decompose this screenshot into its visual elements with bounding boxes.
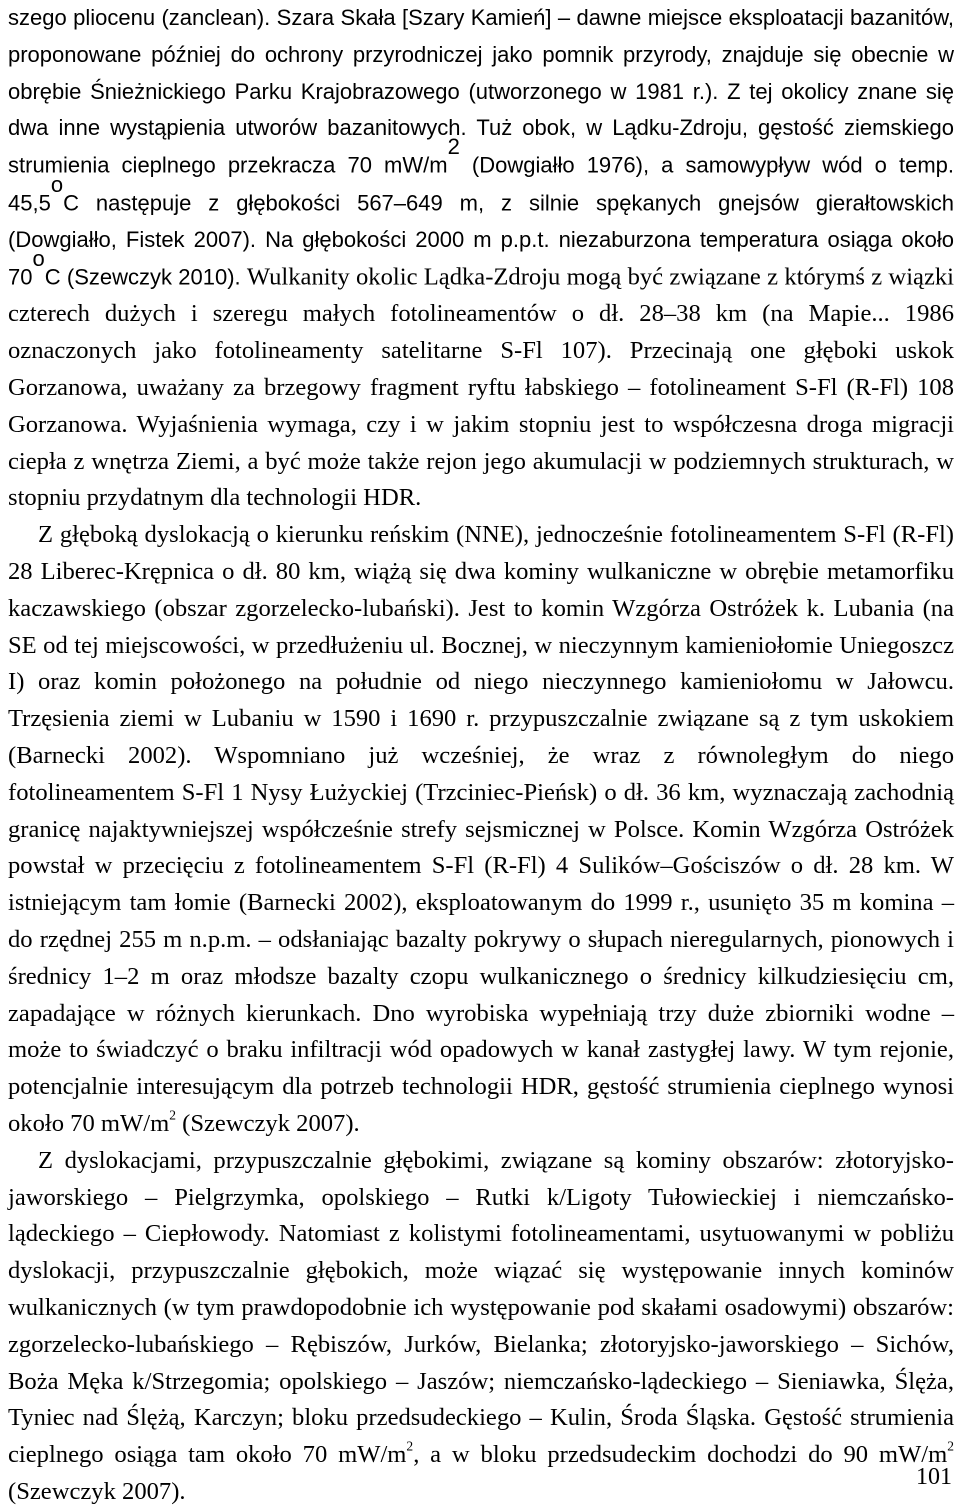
text-segment: (Dowgiałło 1976), a samowypływ wód o temp. 45,5 xyxy=(8,152,954,216)
superscript: 2 xyxy=(169,1107,176,1123)
superscript: o xyxy=(32,245,45,271)
page-number: 101 xyxy=(916,1464,952,1490)
superscript: 2 xyxy=(947,1438,954,1454)
text-segment: (Szewczyk 2007). xyxy=(175,1109,360,1137)
text-segment: szego pliocenu (zanclean). Szara Skała [Szary Kamień] – dawne miejsce eksploatacji bazanitów, proponowane później do ochrony przyrodniczej jako pomnik przyrody, znajduje się obecnie w obrębie Śnieżnickiego Parku Krajobrazowego (utworzonego w 1981 r.). Z tej okolicy znane się dwa inne wystąpienia utworów bazanitowych. Tuż obok, w Lądku-Zdroju, gęstość ziemskiego strumienia cieplnego przekracza 70 mW/m xyxy=(8,5,954,178)
superscript: 2 xyxy=(406,1438,414,1454)
text-segment: , a w bloku przedsudeckim dochodzi do 90 mW/m xyxy=(413,1441,948,1469)
text-segment: C (Szewczyk 2010). xyxy=(44,264,247,290)
paragraph-1 xyxy=(8,0,954,517)
text-segment: (Szewczyk 2007). xyxy=(8,1477,186,1505)
text-segment: C następuje z głębokości 567–649 m, z silnie spękanych gnejsów gierałtowskich (Dowgiałło, Fistek 2007). Na głębokości 2000 m p.p.t. niezaburzona temperatura osiąga około 70 xyxy=(8,190,954,290)
superscript: o xyxy=(50,171,64,197)
page-body xyxy=(8,0,954,1511)
text-segment: Z głęboką dyslokacją o kierunku reńskim (NNE), jednocześnie fotolineamentem S-Fl (R-Fl) 28 Liberec-Krępnica o dł. 80 km, wiążą się dwa kominy wulkaniczne w obrębie metamorfiku kaczawskiego (obszar zgorzelecko-lubański). Jest to komin Wzgórza Ostróżek k. Lubania (na SE od tej miejscowości, w przedłużeniu ul. Bocznej, w nieczynnym kamieniołomie Uniegoszcz I) oraz komin położonego na południe od niego nieczynnego kamieniołomu w Jałowcu. Trzęsienia ziemi w Lubaniu w 1590 i 1690 r. przypuszczalnie związane są z tym uskokiem (Barnecki 2002). Wspomniano już wcześniej, że wraz z równoległym do niego fotolineamentem S-Fl 1 Nysy Łużyckiej (Trzciniec-Pieńsk) o dł. 36 km, wyznaczają zachodnią granicę najaktywniejszej współcześnie strefy sejsmicznej w Polsce. Komin Wzgórza Ostróżek powstał w przecięciu z fotolineamentem S-Fl (R-Fl) 4 Sulików–Gościszów o dł. 28 km. W istniejącym tam łomie (Barnecki 2002), eksploatowanym do 1999 r., usunięto 35 m komina – do rzędnej 255 m n.p.m. – odsłaniając bazalty pokrywy o słupach nieregularnych, pionowych i średnicy 1–2 m oraz młodsze bazalty czopu wulkanicznego o średnicy kilkudziesięciu cm, zapadające w różnych kierunkach. Dno wyrobiska wypełniają trzy duże zbiorniki wodne – może to świadczyć o braku infiltracji wód opadowych w kanał zastygłej lawy. W tym rejonie, potencjalnie interesującym dla potrzeb technologii HDR, gęstość strumienia cieplnego wynosi około 70 mW/m xyxy=(8,521,954,1137)
text-segment: Wulkanity okolic Lądka-Zdroju mogą być związane z którymś z wiązki czterech dużych i szeregu małych fotolineamentów o dł. 28–38 km (na Mapie... 1986 oznaczonych jako fotolineamenty satelitarne S-Fl 107). Przecinają one głęboki uskok Gorzanowa, uważany za brzegowy fragment ryftu łabskiego – fotolineament S-Fl (R-Fl) 108 Gorzanowa. Wyjaśnienia wymaga, czy i w jakim stopniu jest to współczesna droga migracji ciepła z wnętrza Ziemi, a być może także rejon jego akumulacji w podziemnych strukturach, w stopniu przydatnym dla technologii HDR. xyxy=(8,263,954,512)
text-segment: Z dyslokacjami, przypuszczalnie głębokimi, związane są kominy obszarów: złotoryjsko-jaworskiego – Pielgrzymka, opolskiego – Rutki k/Ligoty Tułowieckiej i niemczańsko-lądeckiego – Ciepłowody. Natomiast z kolistymi fotolineamentami, usytuowanymi w pobliżu dyslokacji, przypuszczalnie głębokich, może wiązać się występowanie innych kominów wulkanicznych (w tym prawdopodobnie ich występowanie pod skałami osadowymi) obszarów: zgorzelecko-lubańskiego – Rębiszów, Jurków, Bielanka; złotoryjsko-jaworskiego – Sichów, Boża Męka k/Strzegomia; opolskiego – Jaszów; niemczańsko-lądeckiego – Sieniawka, Ślęża, Tyniec nad Ślężą, Karczyn; bloku przedsudeckiego – Kulin, Środa Śląska. Gęstość strumienia cieplnego osiąga tam około 70 mW/m xyxy=(8,1146,954,1469)
paragraph-2 xyxy=(8,517,954,1143)
paragraph-3 xyxy=(8,1143,954,1511)
superscript: 2 xyxy=(447,134,460,160)
